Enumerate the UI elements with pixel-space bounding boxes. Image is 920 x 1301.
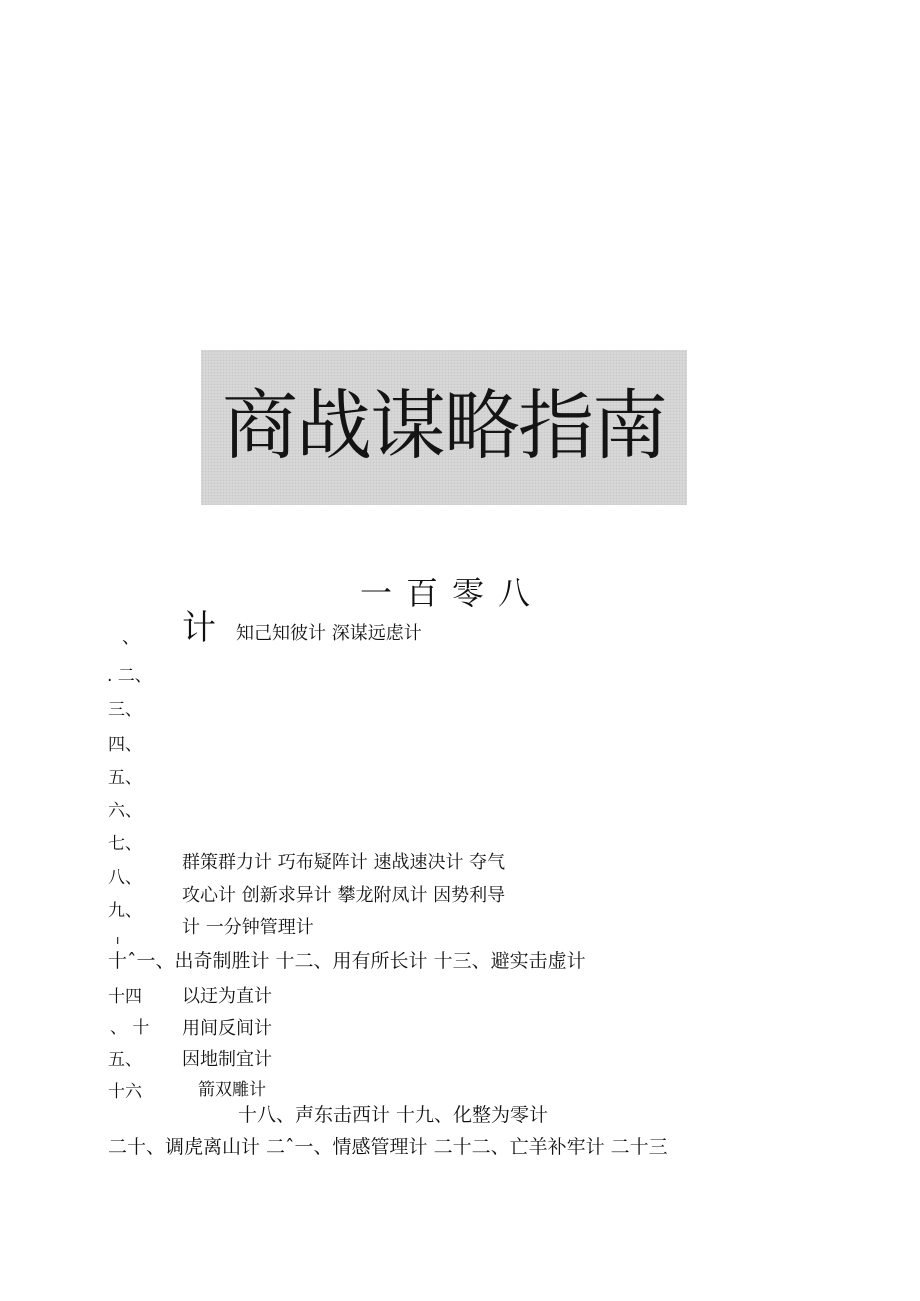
list-marker: 四、 [108,735,142,755]
list-marker: 、 十 [110,1018,150,1038]
title-banner [201,350,687,505]
subtitle: 一百零八 [360,574,545,612]
stratagem-line: 计 一分钟管理计 [182,917,314,938]
list-marker: 十四 [108,987,142,1007]
list-marker: 五、 [108,768,142,788]
list-marker-dun: 、 [122,627,140,648]
list-marker: 八、 [108,868,142,888]
ji-character: 计 [182,608,216,648]
stratagem-line: 十八、声东击西计 十九、化整为零计 [238,1104,549,1126]
list-marker: 六、 [108,801,142,821]
stratagem-name: 以迂为直计 [182,986,272,1007]
list-marker: 九、 [108,901,142,921]
stratagem-line: 群策群力计 巧布疑阵计 速战速决计 夺气 [182,852,506,873]
list-marker: 十六 [108,1082,142,1102]
stratagem-name: 因地制宜计 [182,1049,272,1070]
list-marker: 三、 [108,700,142,720]
dot-mark: ı [116,933,120,947]
item-line-1: 知己知彼计 深谋远虑计 [236,623,422,644]
stratagem-line: 攻心计 创新求异计 攀龙附凤计 因势利导 [182,885,506,906]
list-marker: 五、 [108,1050,142,1070]
list-marker: . 二、 [107,666,152,686]
stratagem-name: 用间反间计 [182,1018,272,1039]
list-marker: 七、 [108,834,142,854]
document-title: 商战谋略指南 [222,381,666,470]
stratagem-line: 二十、调虎离山计 二ˆ一、情感管理计 二十二、亡羊补牢计 二十三 [108,1136,668,1158]
stratagem-line: 十ˆ一、出奇制胜计 十二、用有所长计 十三、避实击虚计 [108,950,586,972]
stratagem-name: 箭双雕计 [198,1080,266,1100]
